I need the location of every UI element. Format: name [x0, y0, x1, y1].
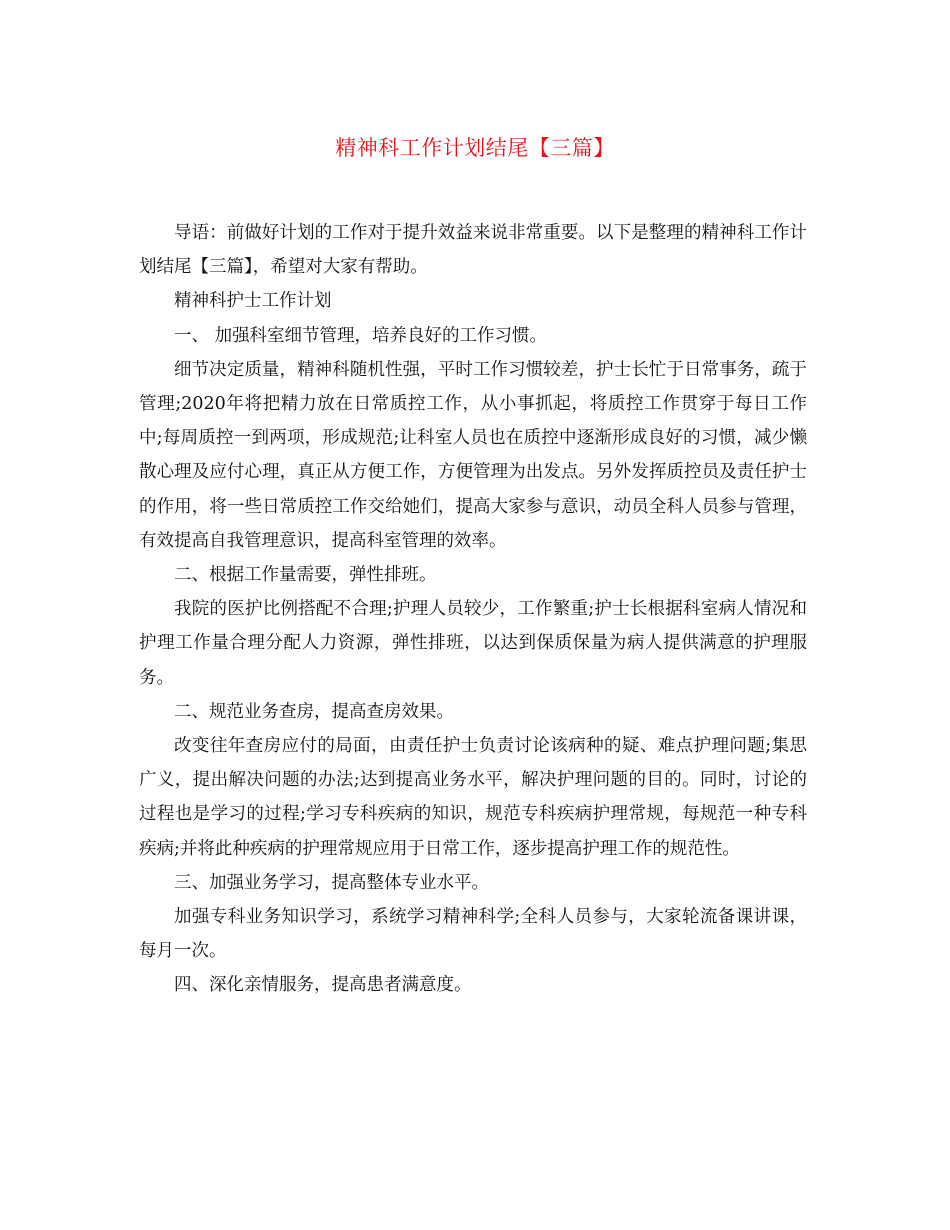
item-heading: 四、深化亲情服务，提高患者满意度。 [174, 975, 472, 996]
item-heading: 三、加强业务学习，提高整体专业水平。 [174, 872, 489, 893]
document-title: 精神科工作计划结尾【三篇】 [335, 136, 615, 160]
body-paragraph: 细节决定质量，精神科随机性强，平时工作习惯较差，护士长忙于日常事务，疏于管理;2020年将把精力放在日常质控工作，从小事抓起，将质控工作贯穿于每日工作中;每周质控一到两项，形成规范;让科室人员也在质控中逐渐形成良好的习惯，减少懒散心理及应付心理，真正从方便工作，方便管理为出发点。另外发挥质控员及责任护士的作用，将一些日常质控工作交给她们，提高大家参与意识，动员全科人员参与管理，有效提高自我管理意识，提高科室管理的效率。 [139, 359, 807, 551]
item-heading: 二、根据工作量需要，弹性排班。 [174, 565, 437, 586]
section-heading: 精神科护士工作计划 [174, 291, 332, 312]
item-heading: 一、 加强科室细节管理，培养良好的工作习惯。 [174, 325, 548, 346]
body-paragraph: 改变往年查房应付的局面，由责任护士负责讨论该病种的疑、难点护理问题;集思广义，提出解决问题的办法;达到提高业务水平，解决护理问题的目的。同时，讨论的过程也是学习的过程;学习专科疾病的知识，规范专科疾病护理常规，每规范一种专科疾病;并将此种疾病的护理常规应用于日常工作，逐步提高护理工作的规范性。 [139, 736, 807, 859]
body-paragraph: 加强专科业务知识学习，系统学习精神科学;全科人员参与，大家轮流备课讲课，每月一次。 [139, 907, 807, 962]
document-body [139, 216, 807, 1003]
intro-paragraph: 导语：前做好计划的工作对于提升效益来说非常重要。以下是整理的精神科工作计划结尾【三篇】，希望对大家有帮助。 [139, 223, 807, 278]
body-paragraph: 我院的医护比例搭配不合理;护理人员较少，工作繁重;护士长根据科室病人情况和护理工作量合理分配人力资源，弹性排班，以达到保质保量为病人提供满意的护理服务。 [139, 599, 807, 688]
item-heading: 二、规范业务查房，提高查房效果。 [174, 701, 454, 722]
